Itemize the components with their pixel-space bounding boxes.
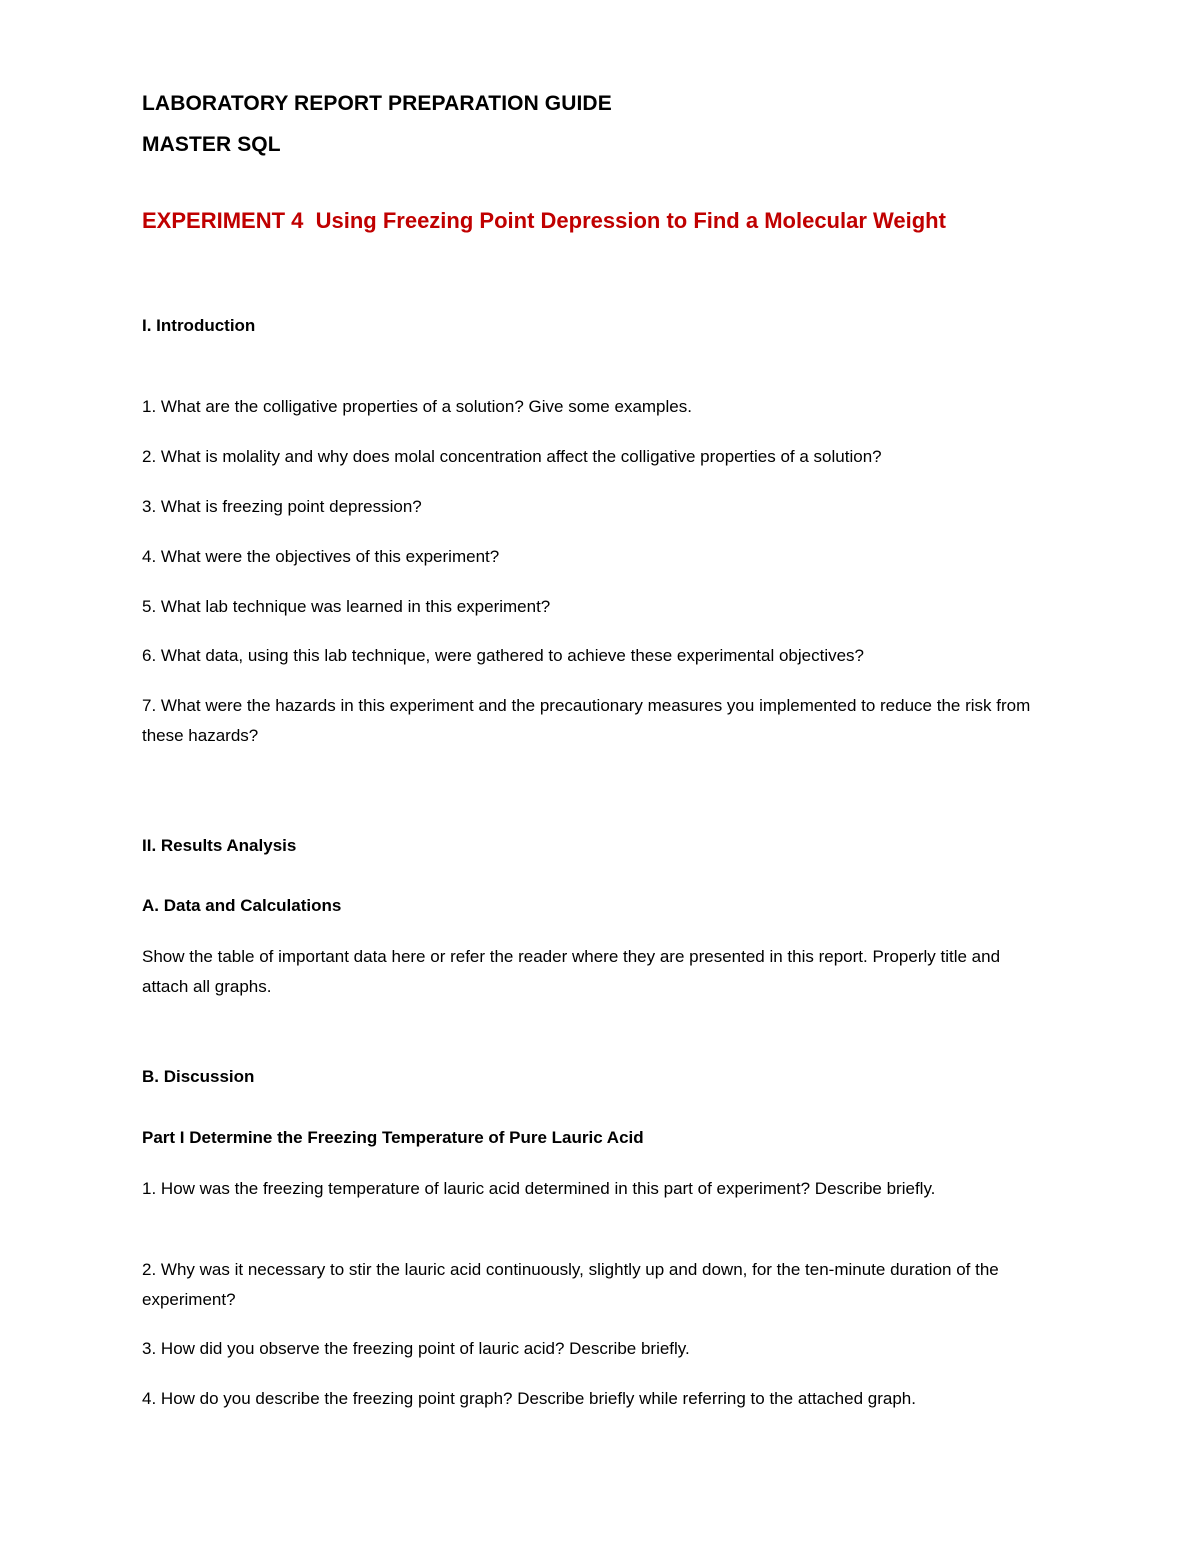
document-subtitle: MASTER SQL (142, 133, 281, 156)
data-calculations-heading: A. Data and Calculations (142, 896, 342, 915)
intro-question-6 (142, 641, 1042, 671)
document-title: LABORATORY REPORT PREPARATION GUIDE (142, 92, 612, 115)
question-text: What is freezing point depression? (160, 497, 422, 516)
experiment-title: Using Freezing Point Depression to Find a Molecular Weight (315, 208, 946, 233)
results-heading: II. Results Analysis (142, 836, 297, 855)
intro-question-2 (142, 442, 1042, 472)
part1-question-4 (142, 1384, 1042, 1414)
intro-question-5 (142, 592, 1042, 622)
discussion-heading: B. Discussion (142, 1067, 255, 1086)
part1-heading: Part I Determine the Freezing Temperature of Pure Lauric Acid (142, 1128, 644, 1147)
question-text: How do you describe the freezing point graph? Describe briefly while referring to the attached graph. (160, 1389, 916, 1408)
question-number: 3. (142, 1339, 157, 1358)
intro-question-1 (142, 392, 1042, 422)
experiment-label: EXPERIMENT 4 (142, 208, 304, 233)
data-calculations-text: Show the table of important data here or refer the reader where they are presented in this report. Properly title and attach all graphs. (142, 947, 1001, 996)
question-text: What were the hazards in this experiment and the precautionary measures you implemented to reduce the risk from these hazards? (142, 696, 1031, 745)
intro-question-4 (142, 542, 1042, 572)
question-text: What data, using this lab technique, were gathered to achieve these experimental objectives? (160, 646, 865, 665)
question-number: 3. (142, 497, 157, 516)
intro-question-3 (142, 492, 1042, 522)
part1-question-1 (142, 1174, 1042, 1204)
question-text: What are the colligative properties of a solution? Give some examples. (160, 397, 692, 416)
question-text: What lab technique was learned in this experiment? (160, 597, 551, 616)
question-text: Why was it necessary to stir the lauric acid continuously, slightly up and down, for the ten-minute duration of the experiment? (142, 1260, 999, 1309)
question-number: 4. (142, 547, 157, 566)
part1-question-3 (142, 1334, 1042, 1364)
part1-question-2 (142, 1255, 1042, 1315)
question-number: 1. (142, 1179, 157, 1198)
intro-question-7 (142, 691, 1042, 751)
question-number: 6. (142, 646, 157, 665)
question-number: 7. (142, 696, 157, 715)
experiment-heading (142, 208, 1042, 234)
question-text: How did you observe the freezing point of lauric acid? Describe briefly. (160, 1339, 690, 1358)
intro-heading: I. Introduction (142, 316, 256, 335)
question-text: How was the freezing temperature of lauric acid determined in this part of experiment? Describe briefly. (160, 1179, 936, 1198)
question-number: 2. (142, 447, 157, 466)
question-number: 4. (142, 1389, 157, 1408)
question-text: What were the objectives of this experiment? (160, 547, 500, 566)
question-text: What is molality and why does molal concentration affect the colligative properties of a solution? (160, 447, 882, 466)
question-number: 1. (142, 397, 157, 416)
question-number: 5. (142, 597, 157, 616)
question-number: 2. (142, 1260, 157, 1279)
